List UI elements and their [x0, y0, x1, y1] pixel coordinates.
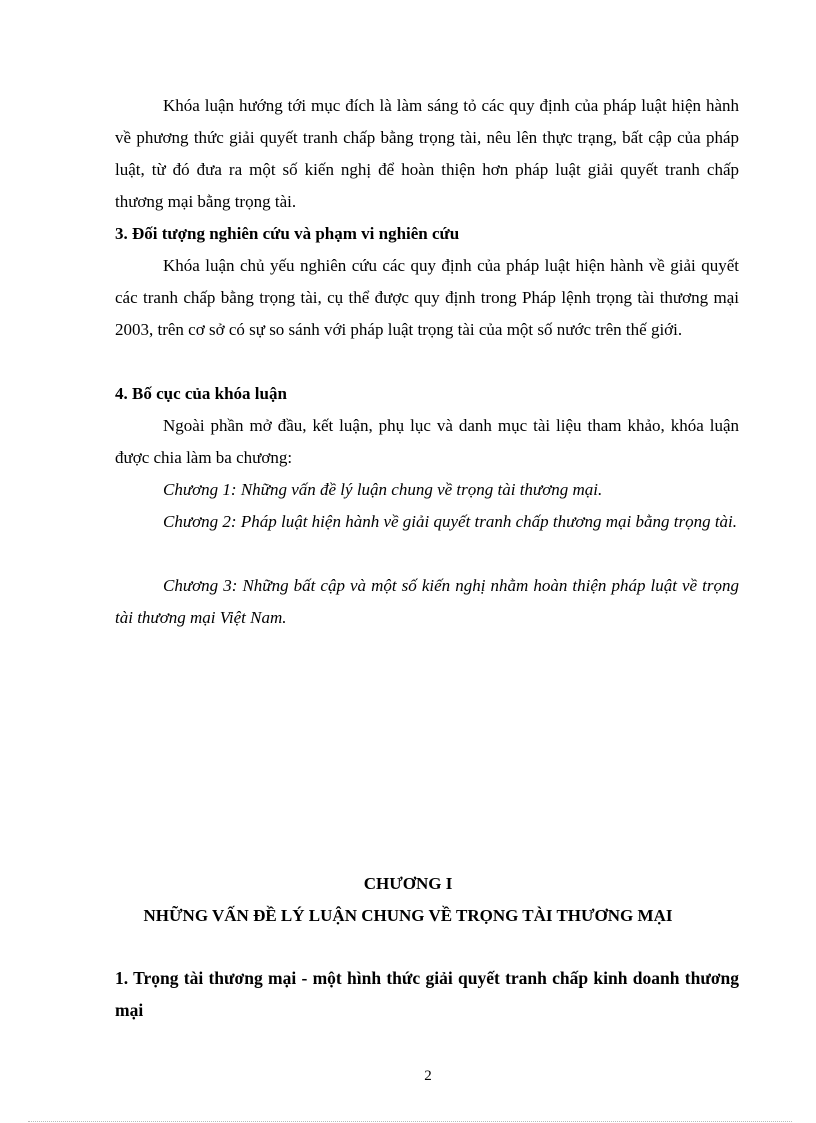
- page-number: 2: [424, 1068, 432, 1084]
- section-1-heading: 1. Trọng tài thương mại - một hình thức giải quyết tranh chấp kinh doanh thương mại: [115, 968, 739, 1020]
- chapter-3-summary: Chương 3: Những bất cập và một số kiến nghị nhằm hoàn thiện pháp luật về trọng tài thương mại Việt Nam.: [115, 576, 739, 627]
- page-bottom-border: [28, 1121, 792, 1122]
- paragraph-research-scope: Khóa luận chủ yếu nghiên cứu các quy định của pháp luật hiện hành về giải quyết các tranh chấp bằng trọng tài, cụ thể được quy định trong Pháp lệnh trọng tài thương mại 2003, trên cơ sở có sự so sánh với pháp luật trọng tài của một số nước trên thế giới.: [115, 256, 739, 339]
- chapter-title: NHỮNG VẤN ĐỀ LÝ LUẬN CHUNG VỀ TRỌNG TÀI THƯƠNG MẠI: [143, 906, 673, 925]
- paragraph-structure: Ngoài phần mở đầu, kết luận, phụ lục và danh mục tài liệu tham khảo, khóa luận được chia làm ba chương:: [115, 416, 739, 467]
- heading-structure: 4. Bố cục của khóa luận: [115, 384, 287, 403]
- chapter-label: CHƯƠNG I: [363, 874, 453, 893]
- chapter-1-summary: Chương 1: Những vấn đề lý luận chung về trọng tài thương mại.: [163, 480, 603, 499]
- heading-research-subject: 3. Đối tượng nghiên cứu và phạm vi nghiên cứu: [115, 224, 460, 243]
- paragraph-purpose: Khóa luận hướng tới mục đích là làm sáng tỏ các quy định của pháp luật hiện hành về phương thức giải quyết tranh chấp bằng trọng tài, nêu lên thực trạng, bất cập của pháp luật, từ đó đưa ra một số kiến nghị để hoàn thiện hơn pháp luật giải quyết tranh chấp thương mại bằng trọng tài.: [115, 96, 739, 211]
- chapter-2-summary: Chương 2: Pháp luật hiện hành về giải quyết tranh chấp thương mại bằng trọng tài.: [163, 512, 738, 531]
